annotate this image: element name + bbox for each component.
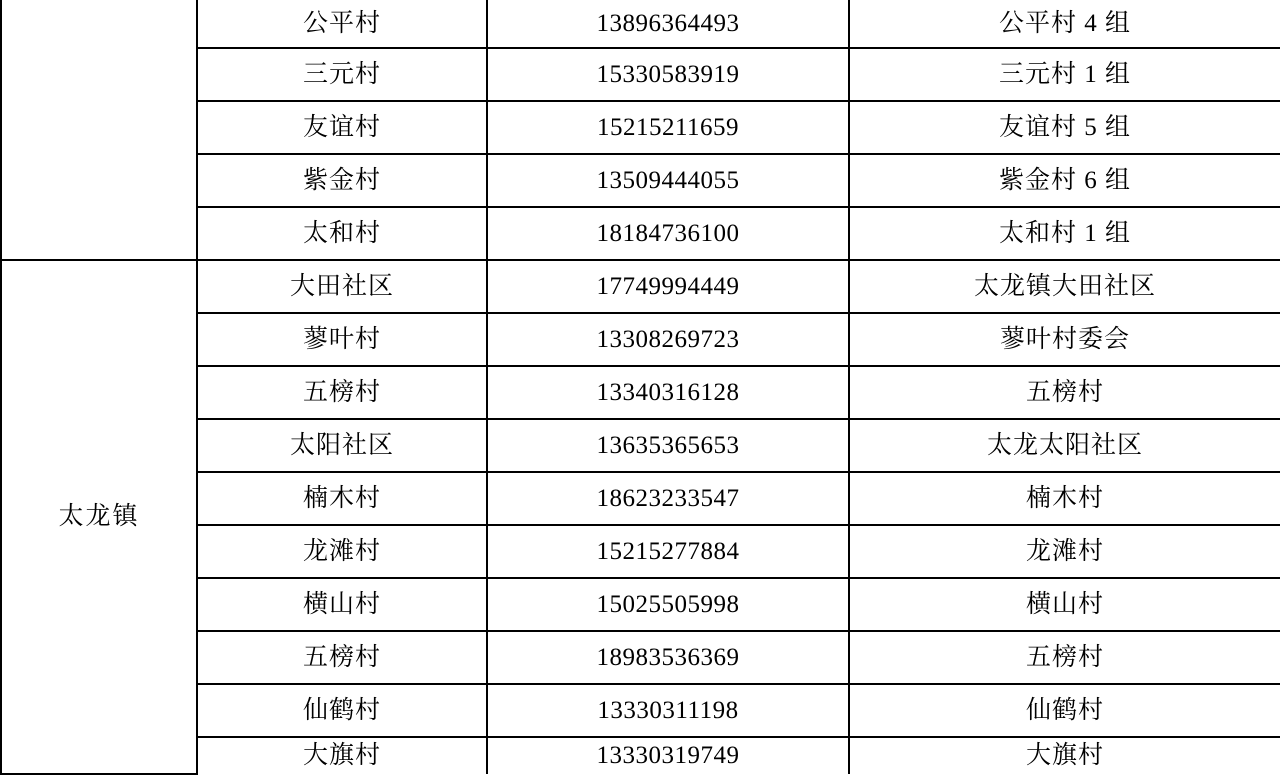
phone-number: 15025505998 bbox=[487, 578, 849, 631]
address: 太龙太阳社区 bbox=[849, 419, 1280, 472]
village-name: 大田社区 bbox=[197, 260, 487, 313]
address: 横山村 bbox=[849, 578, 1280, 631]
village-name: 蓼叶村 bbox=[197, 313, 487, 366]
address: 太和村 1 组 bbox=[849, 207, 1280, 260]
address: 五榜村 bbox=[849, 631, 1280, 684]
phone-number: 13635365653 bbox=[487, 419, 849, 472]
village-name: 太阳社区 bbox=[197, 419, 487, 472]
village-name: 大旗村 bbox=[197, 737, 487, 774]
village-name: 友谊村 bbox=[197, 101, 487, 154]
phone-number: 17749994449 bbox=[487, 260, 849, 313]
phone-number: 13896364493 bbox=[487, 0, 849, 48]
village-name: 五榜村 bbox=[197, 366, 487, 419]
address: 五榜村 bbox=[849, 366, 1280, 419]
table-body bbox=[1, 0, 1280, 774]
phone-number: 13308269723 bbox=[487, 313, 849, 366]
address: 三元村 1 组 bbox=[849, 48, 1280, 101]
town-name: 太龙镇 bbox=[1, 260, 197, 774]
address: 友谊村 5 组 bbox=[849, 101, 1280, 154]
village-name: 五榜村 bbox=[197, 631, 487, 684]
village-name: 公平村 bbox=[197, 0, 487, 48]
village-name: 仙鹤村 bbox=[197, 684, 487, 737]
address: 紫金村 6 组 bbox=[849, 154, 1280, 207]
village-name: 楠木村 bbox=[197, 472, 487, 525]
phone-number: 13340316128 bbox=[487, 366, 849, 419]
phone-number: 18184736100 bbox=[487, 207, 849, 260]
address: 蓼叶村委会 bbox=[849, 313, 1280, 366]
table-row bbox=[1, 0, 1280, 48]
phone-number: 13330319749 bbox=[487, 737, 849, 774]
table-row bbox=[1, 260, 1280, 313]
phone-number: 15215211659 bbox=[487, 101, 849, 154]
address: 龙滩村 bbox=[849, 525, 1280, 578]
town-cell-continued bbox=[1, 0, 197, 260]
village-name: 三元村 bbox=[197, 48, 487, 101]
phone-number: 13509444055 bbox=[487, 154, 849, 207]
address: 仙鹤村 bbox=[849, 684, 1280, 737]
address: 太龙镇大田社区 bbox=[849, 260, 1280, 313]
address: 大旗村 bbox=[849, 737, 1280, 774]
village-name: 太和村 bbox=[197, 207, 487, 260]
village-name: 横山村 bbox=[197, 578, 487, 631]
village-name: 龙滩村 bbox=[197, 525, 487, 578]
phone-number: 18983536369 bbox=[487, 631, 849, 684]
phone-number: 13330311198 bbox=[487, 684, 849, 737]
village-name: 紫金村 bbox=[197, 154, 487, 207]
phone-number: 15215277884 bbox=[487, 525, 849, 578]
phone-number: 18623233547 bbox=[487, 472, 849, 525]
phone-number: 15330583919 bbox=[487, 48, 849, 101]
address: 楠木村 bbox=[849, 472, 1280, 525]
address: 公平村 4 组 bbox=[849, 0, 1280, 48]
